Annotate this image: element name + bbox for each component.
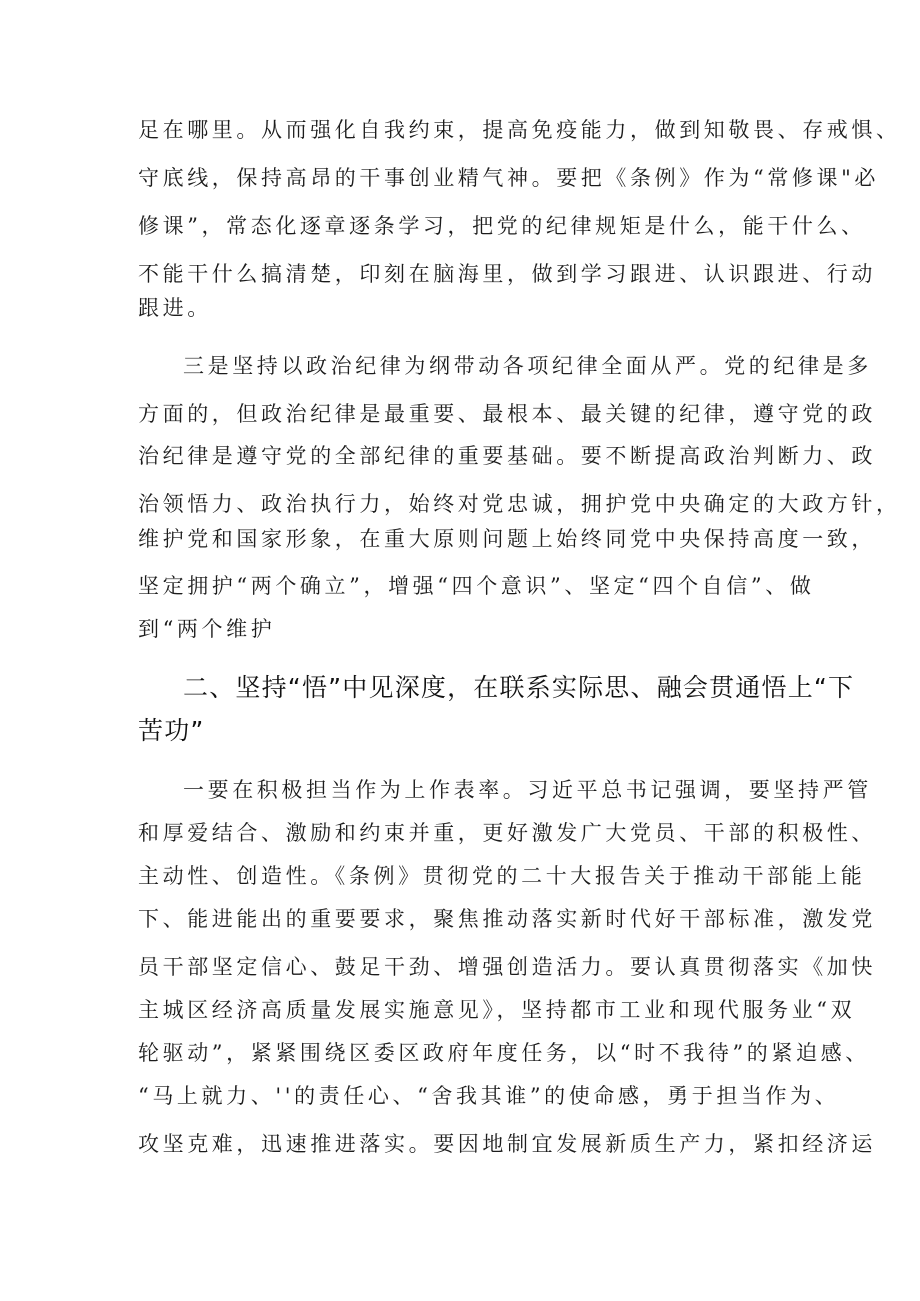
text-line: 员干部坚定信心、鼓足干劲、增强创造活力。要认真贯彻落实《加快 — [138, 955, 876, 979]
text-line: 攻坚克难，迅速推进落实。要因地制宜发展新质生产力，紧扣经济运 — [138, 1132, 876, 1156]
text-line: 一要在积极担当作为上作表率。习近平总书记强调，要坚持严管 — [183, 778, 872, 802]
text-line: “马上就力、''的责任心、“舍我其谁”的使命感，勇于担当作为、 — [138, 1084, 840, 1108]
text-line: 治纪律是遵守党的全部纪律的重要基础。要不断提高政治判断力、政 — [138, 444, 876, 468]
text-line: 不能干什么搞清楚，印刻在脑海里，做到学习跟进、认识跟进、行动 — [138, 262, 876, 286]
text-line: 足在哪里。从而强化自我约束，提高免疫能力，做到知敬畏、存戒惧、 — [138, 118, 901, 142]
text-line: 主动性、创造性。《条例》贯彻党的二十大报告关于推动干部能上能 — [138, 864, 866, 888]
text-line: 主城区经济高质量发展实施意见》，坚持都市工业和现代服务业“双 — [138, 998, 856, 1022]
text-line: 跟进。 — [138, 296, 212, 320]
heading-line: 二、坚持“悟”中见深度，在联系实际思、融会贯通悟上“下 — [183, 673, 855, 702]
text-line: 修课”，常态化逐章逐条学习，把党的纪律规矩是什么，能干什么、 — [138, 214, 866, 238]
text-line: 下、能进能出的重要要求，聚焦推动落实新时代好干部标准，激发党 — [138, 907, 876, 931]
text-line: 治领悟力、政治执行力，始终对党忠诚，拥护党中央确定的大政方针， — [138, 492, 901, 516]
heading-line: 苦功” — [138, 716, 205, 745]
text-line: 和厚爱结合、激励和约束并重，更好激发广大党员、干部的积极性、 — [138, 821, 876, 845]
text-line: 轮驱动”，紧紧围绕区委区政府年度任务，以“时不我待”的紧迫感、 — [138, 1041, 870, 1065]
text-line: 维护党和国家形象，在重大原则问题上始终同党中央保持高度一致， — [138, 527, 876, 551]
text-line: 三是坚持以政治纪律为纲带动各项纪律全面从严。党的纪律是多 — [183, 354, 872, 378]
text-line: 到“两个维护 — [138, 617, 276, 641]
text-line: 守底线，保持高昂的干事创业精气神。要把《条例》作为“常修课"必 — [138, 166, 879, 190]
text-line: 方面的，但政治纪律是最重要、最根本、最关键的纪律，遵守党的政 — [138, 402, 876, 426]
text-line: 坚定拥护“两个确立”，增强“四个意识”、坚定“四个自信”、做 — [138, 574, 815, 598]
